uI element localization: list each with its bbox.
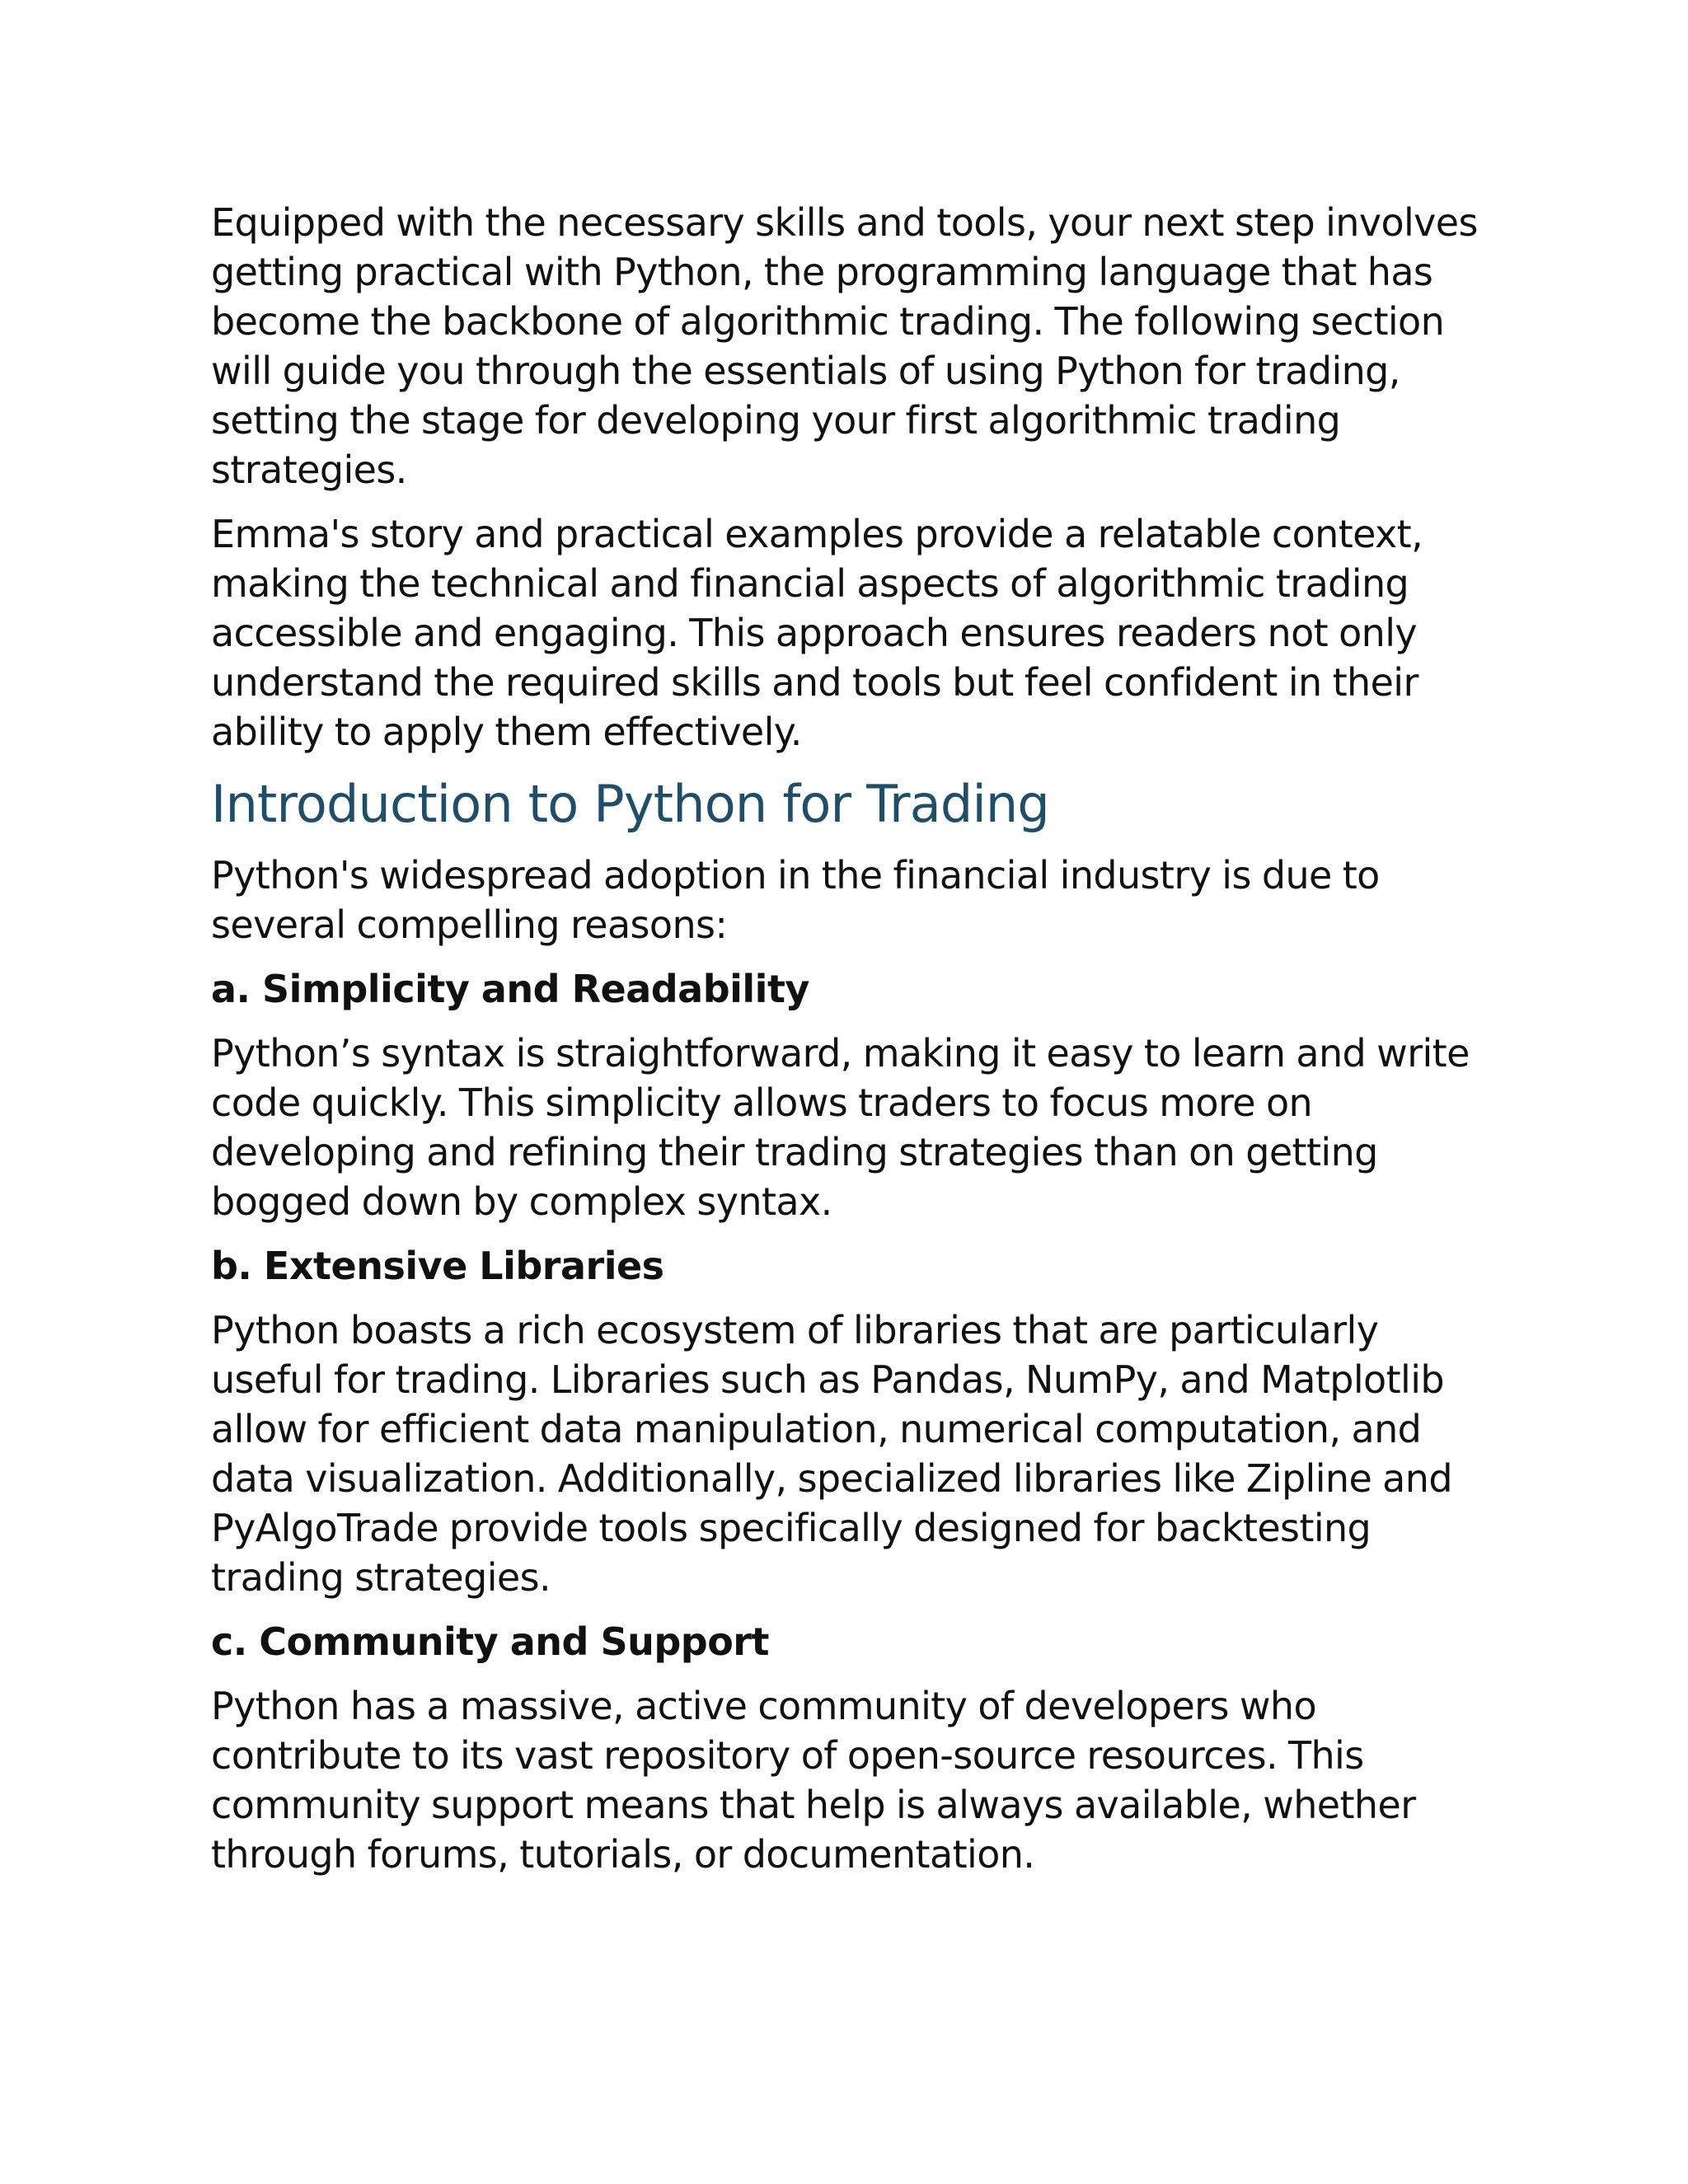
subsection-title-libraries: b. Extensive Libraries (211, 1244, 664, 1288)
page-content (211, 198, 1497, 1894)
section-heading: Introduction to Python for Trading (211, 774, 1049, 834)
intro-paragraph: Equipped with the necessary skills and tools, your next step involves getting practical with Python, the programming language that has become the backbone of algorithmic trading. The following section will guide you through the essentials of using Python for trading, setting the stage for developing your first algorithmic trading strategies. (211, 200, 1478, 492)
subsection-title-simplicity: a. Simplicity and Readability (211, 967, 809, 1011)
subsection-body-community: Python has a massive, active community of developers who contribute to its vast repository of open-source resources. This community support means that help is always available, whether through forums, tutorials, or documentation. (211, 1684, 1416, 1877)
subsection-body-libraries: Python boasts a rich ecosystem of libraries that are particularly useful for trading. Libraries such as Pandas, NumPy, and Matplotlib allow for efficient data manipulation, numerical computation, and data visualization. Additionally, specialized libraries like Zipline and PyAlgoTrade provide tools specifically designed for backtesting trading strategies. (211, 1308, 1452, 1600)
subsection-body-simplicity: Python’s syntax is straightforward, making it easy to learn and write code quickly. This simplicity allows traders to focus more on developing and refining their trading strategies than on getting bogged down by complex syntax. (211, 1031, 1470, 1224)
section-intro-paragraph: Python's widespread adoption in the financial industry is due to several compelling reasons: (211, 853, 1380, 947)
intro-paragraph: Emma's story and practical examples provide a relatable context, making the technical and financial aspects of algorithmic trading accessible and engaging. This approach ensures readers not only understand the required skills and tools but feel confident in their ability to apply them effectively. (211, 512, 1423, 754)
subsection-title-community: c. Community and Support (211, 1619, 769, 1664)
